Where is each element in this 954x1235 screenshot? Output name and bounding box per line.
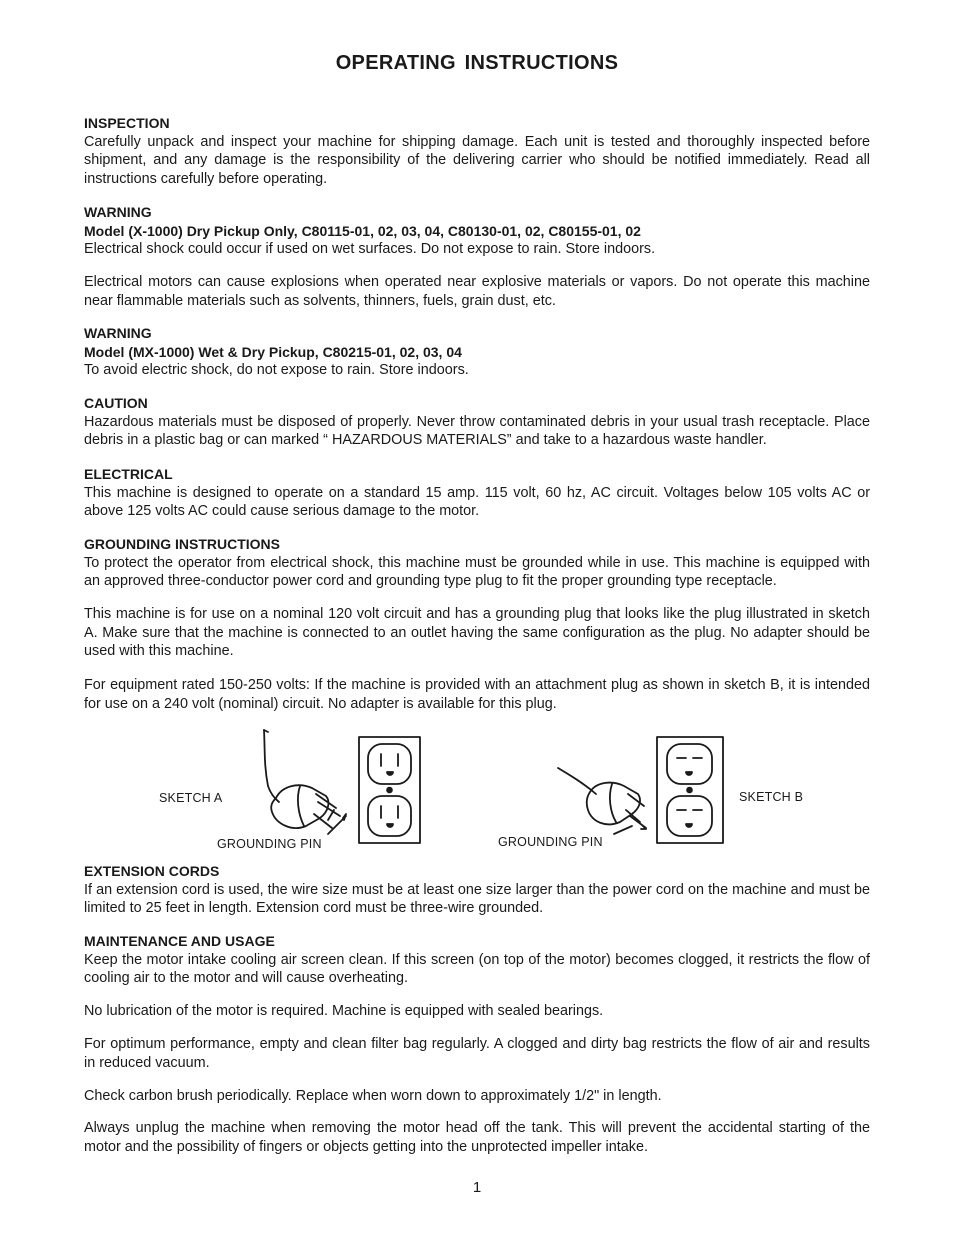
page-title: OPERATING INSTRUCTIONS: [335, 52, 619, 74]
sketch-b-plug-icon: [558, 768, 646, 834]
section-electrical: [84, 465, 870, 521]
section-unplug: [84, 1119, 870, 1156]
section-heading: EXTENSION CORDS: [84, 863, 220, 879]
plug-sketches-figure: [0, 728, 954, 856]
section-grounding-plug: [84, 605, 870, 661]
section-lubrication: [84, 1002, 870, 1021]
sketch-b-grounding-pin-label: GROUNDING PIN: [498, 835, 603, 849]
section-body: This machine is for use on a nominal 120 volt circuit and has a grounding plug that looks like the plug illustrated in sketch A. Make sure that the machine is connected to an outlet having the same configuration as the plug. No adapter should be used with this machine.: [84, 606, 870, 660]
page-number: 1: [472, 1179, 482, 1196]
section-carbon-brush: [84, 1087, 870, 1106]
section-warning-dry-pickup: [84, 203, 870, 259]
section-heading: ELECTRICAL: [84, 466, 173, 482]
sketch-b-outlet-icon: [657, 737, 723, 843]
sketch-a-plug-icon: [264, 730, 346, 834]
section-body: Check carbon brush periodically. Replace when worn down to approximately 1/2" in length.: [84, 1088, 662, 1104]
section-high-voltage: [84, 676, 870, 713]
section-warning-wet-dry-pickup: [84, 324, 870, 380]
section-heading: WARNING: [84, 204, 152, 220]
section-body: To protect the operator from electrical shock, this machine must be grounded while in use. This machine is equipped with an approved three-conductor power cord and grounding type plug to fit the proper grounding type receptacle.: [84, 554, 870, 590]
section-heading: CAUTION: [84, 395, 148, 411]
section-filter-bag: [84, 1035, 870, 1072]
model-subheading: Model (X-1000) Dry Pickup Only, C80115-01, 02, 03, 04, C80130-01, 02, C80155-01, 02: [84, 222, 641, 239]
model-subheading: Model (MX-1000) Wet & Dry Pickup, C80215-01, 02, 03, 04: [84, 343, 462, 360]
sketch-b-label: SKETCH B: [739, 790, 804, 804]
section-body: Hazardous materials must be disposed of properly. Never throw contaminated debris in your usual trash receptacle. Place debris in a plastic bag or can marked “ HAZARDOUS MATERIALS” and take to a hazardous waste handler.: [84, 413, 870, 449]
section-heading: GROUNDING INSTRUCTIONS: [84, 536, 280, 552]
section-body: Electrical motors can cause explosions when operated near explosive materials or vapors. Do not operate this machine near flammable materials such as solvents, thinners, fuels, grain dust, etc.: [84, 274, 870, 309]
section-explosion-note: [84, 273, 870, 310]
sketch-a-grounding-pin-label: GROUNDING PIN: [217, 837, 322, 851]
section-body: For optimum performance, empty and clean filter bag regularly. A clogged and dirty bag restricts the flow of air and results in reduced vacuum.: [84, 1036, 870, 1071]
section-maintenance: [84, 932, 870, 988]
section-caution: [84, 394, 870, 450]
section-body: If an extension cord is used, the wire size must be at least one size larger than the power cord on the machine and must be limited to 25 feet in length. Extension cord must be three-wire grounded.: [84, 881, 870, 917]
plug-sketches-illustration: [0, 728, 954, 856]
sketch-a-outlet-icon: [359, 737, 420, 843]
section-grounding: [84, 535, 870, 591]
section-body: For equipment rated 150-250 volts: If the machine is provided with an attachment plug as shown in sketch B, it is intended for use on a 240 volt (nominal) circuit. No adapter is available for this plug.: [84, 677, 870, 712]
sketch-a-label: SKETCH A: [159, 791, 223, 805]
section-heading: MAINTENANCE AND USAGE: [84, 933, 275, 949]
section-body: Carefully unpack and inspect your machine for shipping damage. Each unit is tested and thoroughly inspected before shipment, and any damage is the responsibility of the delivering carrier who should be notified immediately. Read all instructions carefully before operating.: [84, 133, 870, 187]
section-extension-cords: [84, 862, 870, 918]
section-body: This machine is designed to operate on a standard 15 amp. 115 volt, 60 hz, AC circuit. Voltages below 105 volts AC or above 125 volts AC could cause serious damage to the motor.: [84, 484, 870, 520]
section-inspection: [84, 114, 870, 188]
section-body: Electrical shock could occur if used on wet surfaces. Do not expose to rain. Store indoors.: [84, 241, 656, 258]
section-heading: WARNING: [84, 325, 152, 341]
section-body: Keep the motor intake cooling air screen clean. If this screen (on top of the motor) becomes clogged, it restricts the flow of cooling air to the motor and will cause overheating.: [84, 951, 870, 987]
section-heading: INSPECTION: [84, 115, 170, 131]
section-body: No lubrication of the motor is required. Machine is equipped with sealed bearings.: [84, 1003, 604, 1019]
section-body: Always unplug the machine when removing the motor head off the tank. This will prevent the accidental starting of the motor and the possibility of fingers or objects getting into the unprotected impeller intake.: [84, 1120, 870, 1155]
section-body: To avoid electric shock, do not expose to rain. Store indoors.: [84, 362, 469, 379]
